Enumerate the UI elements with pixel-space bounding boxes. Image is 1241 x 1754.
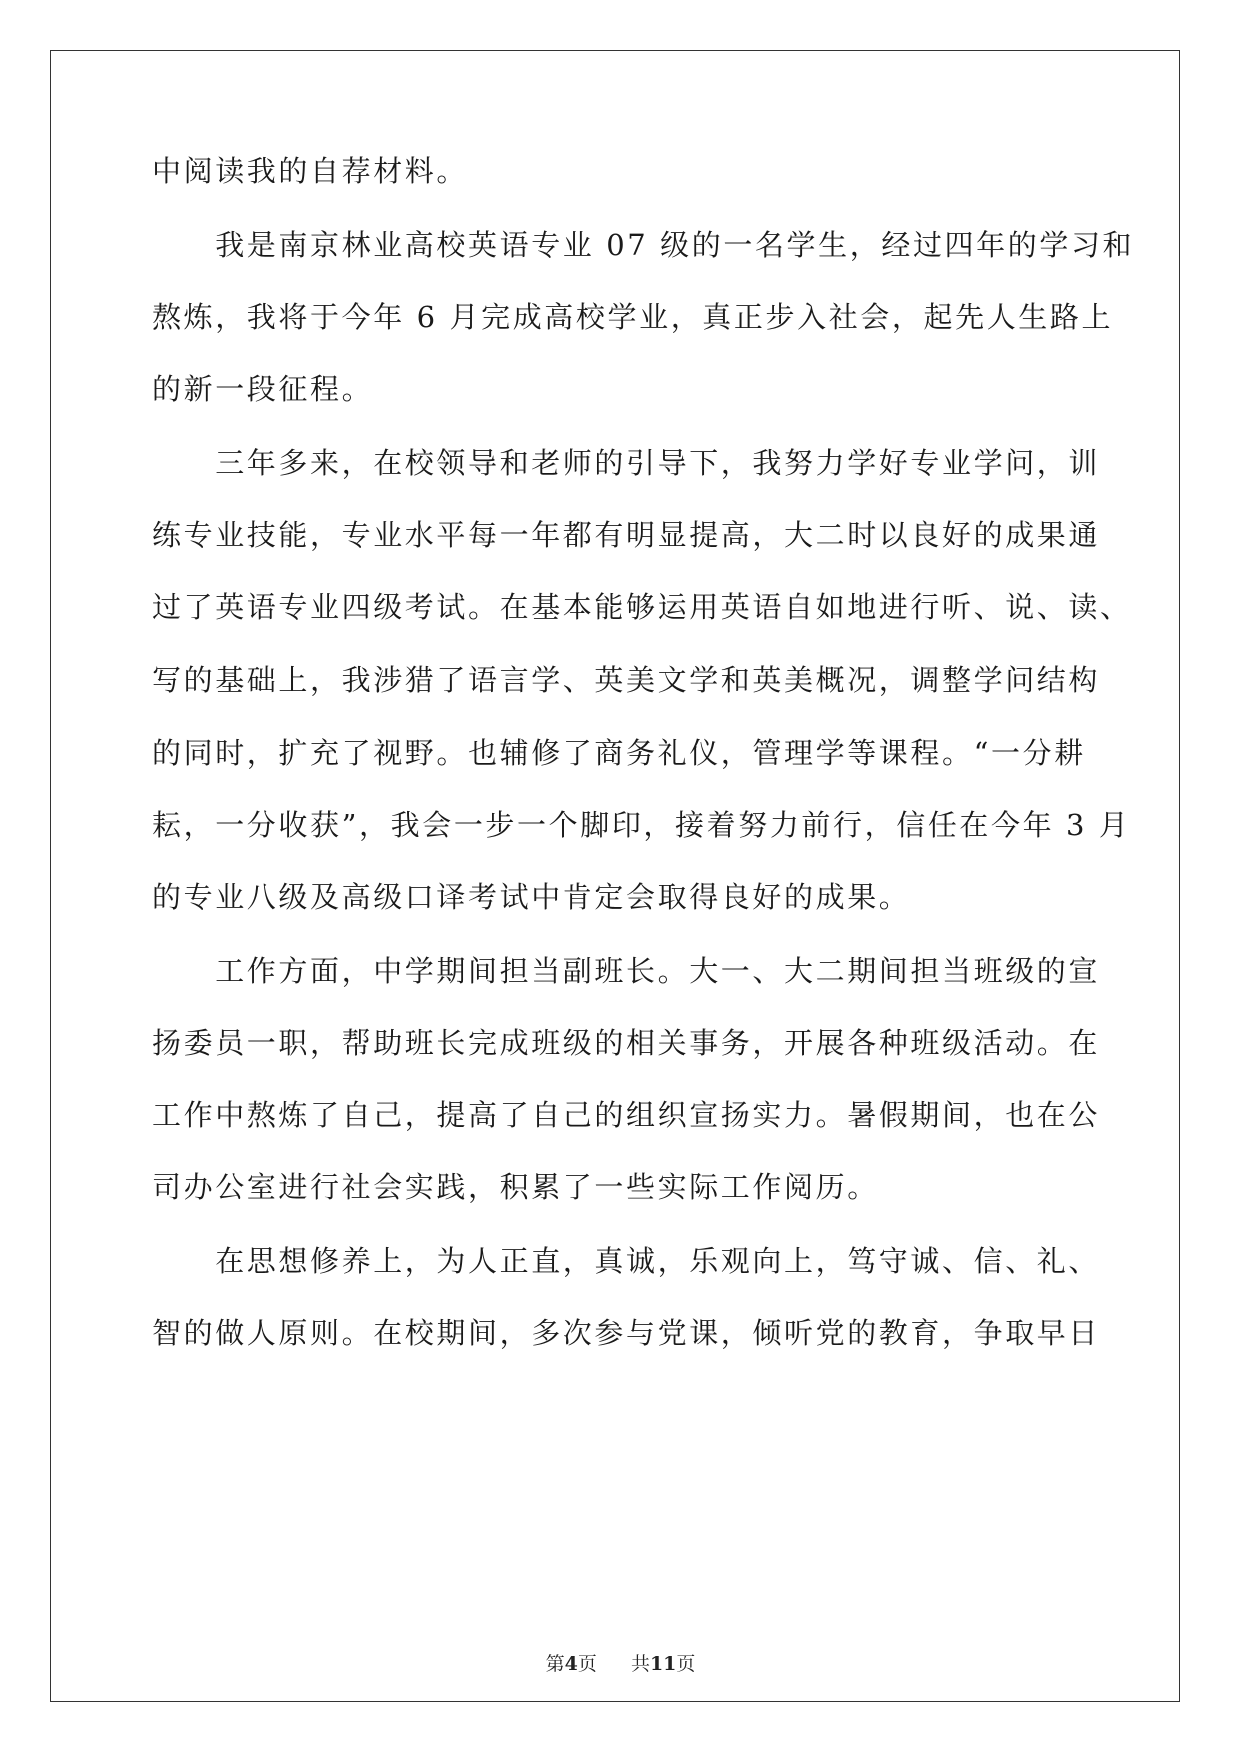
page-prefix: 第 (545, 1653, 565, 1675)
text-line: 的同时，扩充了视野。也辅修了商务礼仪，管理学等课程。“一分耕 (152, 736, 1086, 770)
page-footer (0, 1652, 1241, 1676)
text-line: 写的基础上，我涉猎了语言学、英美文学和英美概况，调整学问结构 (152, 663, 1101, 697)
total-unit: 页 (676, 1653, 696, 1675)
text-line: 智的做人原则。在校期间，多次参与党课，倾听党的教育，争取早日 (152, 1316, 1101, 1350)
text-line: 的专业八级及高级口译考试中肯定会取得良好的成果。 (152, 880, 911, 914)
text-line: 工作中熬炼了自己，提高了自己的组织宣扬实力。暑假期间，也在公 (152, 1098, 1101, 1132)
total-prefix: 共 (630, 1653, 650, 1675)
text-line: 耘，一分收获”，我会一步一个脚印，接着努力前行，信任在今年 3 月 (152, 808, 1131, 842)
text-line: 工作方面，中学期间担当副班长。大一、大二期间担当班级的宣 (152, 954, 1101, 988)
text-line: 过了英语专业四级考试。在基本能够运用英语自如地进行听、说、读、 (152, 590, 1132, 624)
current-page-number: 4 (564, 1653, 578, 1675)
text-line: 三年多来，在校领导和老师的引导下，我努力学好专业学问，训 (152, 446, 1101, 480)
page-number (546, 1653, 603, 1675)
text-line: 练专业技能，专业水平每一年都有明显提高，大二时以良好的成果通 (152, 518, 1101, 552)
page-total (631, 1653, 695, 1675)
text-line: 在思想修养上，为人正直，真诚，乐观向上，笃守诚、信、礼、 (152, 1244, 1101, 1278)
text-line: 熬炼，我将于今年 6 月完成高校学业，真正步入社会，起先人生路上 (152, 300, 1114, 334)
text-line: 司办公室进行社会实践，积累了一些实际工作阅历。 (152, 1170, 879, 1204)
text-line: 我是南京林业高校英语专业 07 级的一名学生，经过四年的学习和 (152, 228, 1135, 262)
page-unit: 页 (577, 1653, 597, 1675)
total-page-number: 11 (649, 1653, 677, 1675)
text-line: 的新一段征程。 (152, 372, 374, 406)
text-line: 扬委员一职，帮助班长完成班级的相关事务，开展各种班级活动。在 (152, 1026, 1101, 1060)
text-line: 中阅读我的自荐材料。 (152, 154, 469, 188)
